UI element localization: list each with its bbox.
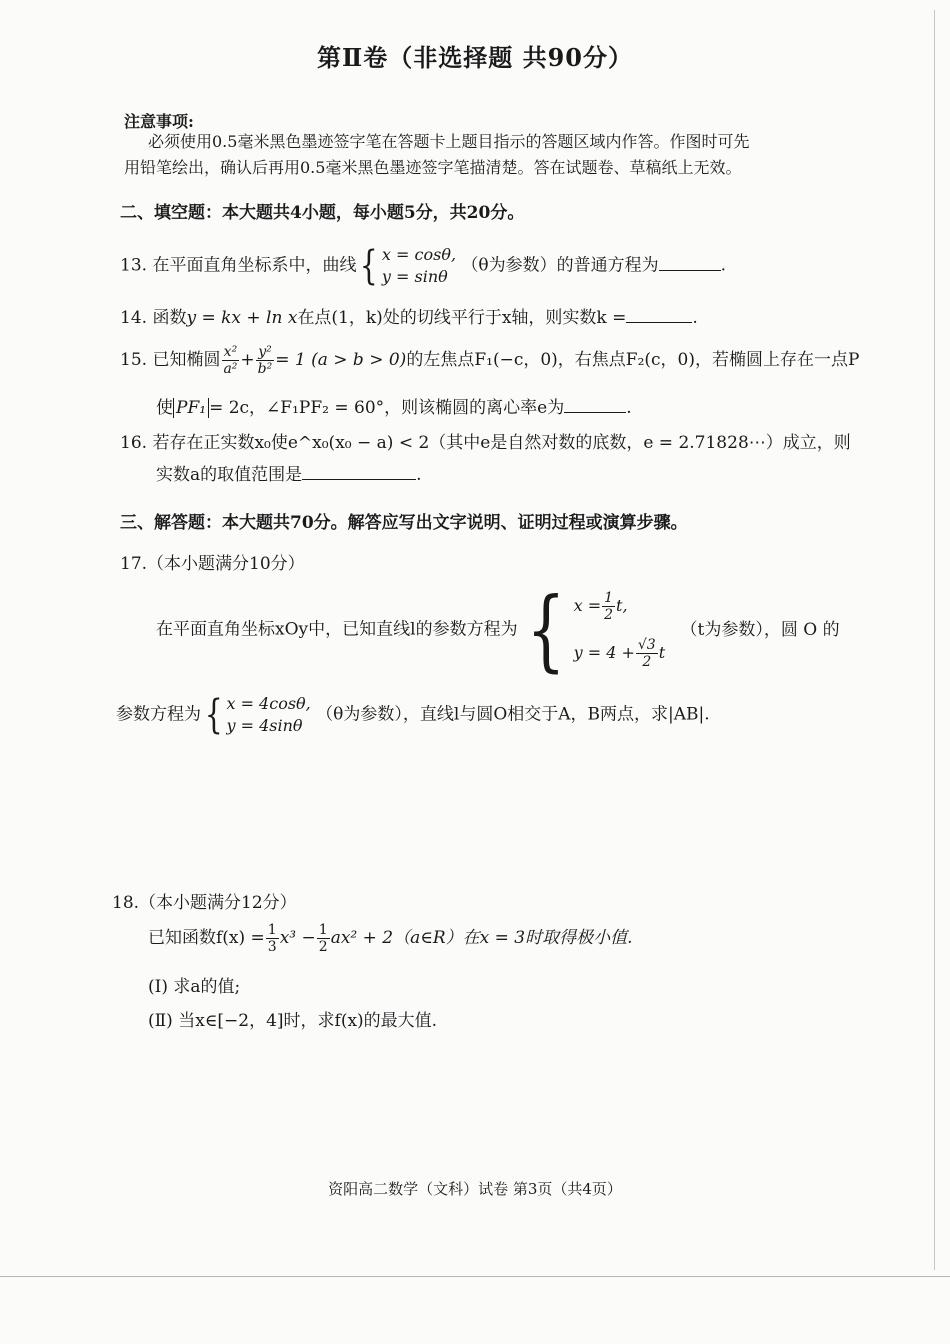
q17-y-frac-den: 2	[642, 654, 652, 670]
question-15-line-2	[156, 397, 632, 419]
q13-end: .	[720, 255, 727, 276]
q15-fraction-y-den: b²	[257, 361, 273, 377]
q17-prefix: 在平面直角坐标xOy中，已知直线l的参数方程为	[156, 619, 518, 640]
q17-system-gap	[574, 623, 666, 637]
q17-y-var: t	[658, 643, 666, 662]
q18-frac-2	[317, 922, 330, 955]
q18-label: 18.（本小题满分12分）	[112, 893, 297, 913]
q17-y-frac-num: √3	[637, 637, 656, 653]
notice-line-2: 用铅笔绘出，确认后再用0.5毫米黑色墨迹签字笔描清楚。答在试题卷、草稿纸上无效。	[124, 158, 742, 177]
q17-line2-suffix: （θ为参数），直线l与圆O相交于A，B两点，求|AB|.	[316, 704, 710, 725]
q17-brace: {	[525, 578, 566, 681]
q18-prefix: 已知函数f(x) =	[148, 928, 265, 948]
page-footer: 资阳高二数学（文科）试卷 第3页（共4页）	[328, 1180, 622, 1198]
q13-system	[382, 244, 456, 288]
q17-circle-eq-1: x = 4cosθ,	[226, 694, 311, 713]
q17-label: 17.（本小题满分10分）	[120, 554, 305, 574]
q15-abs: PF₁	[173, 398, 209, 418]
q15-prefix: 已知椭圆	[152, 350, 221, 370]
question-14	[120, 307, 698, 329]
q17-circle-brace: {	[204, 692, 223, 738]
q18-frac-1	[266, 922, 279, 955]
q13-eq-2: y = sinθ	[381, 267, 448, 286]
question-17	[156, 578, 840, 686]
q15-fraction-x	[221, 344, 239, 377]
q17-x-frac-num: 1	[604, 590, 614, 606]
q17-eq-x	[574, 590, 666, 623]
q15-plus: +	[240, 350, 255, 370]
section-3-heading: 三、解答题：本大题共70分。解答应写出文字说明、证明过程或演算步骤。	[120, 513, 688, 533]
q17-x-lhs: x =	[573, 596, 602, 615]
q17-x-var: t,	[616, 596, 628, 615]
q13-number: 13.	[120, 255, 148, 276]
question-16-line-2	[156, 464, 422, 486]
q13-answer-blank[interactable]	[659, 256, 721, 271]
q14-text-a: 函数	[152, 308, 187, 328]
q14-formula: y = kx + ln x	[186, 308, 298, 328]
q16-end: .	[416, 465, 422, 485]
q15-text: 的左焦点F₁(−c，0)，右焦点F₂(c，0)，若椭圆上存在一点P	[406, 350, 860, 370]
q17-line2-prefix: 参数方程为	[116, 704, 201, 725]
q13-brace: {	[360, 243, 379, 289]
q14-answer-blank[interactable]	[626, 308, 692, 323]
q14-text-b: 在点(1，k)处的切线平行于x轴，则实数k =	[297, 308, 627, 328]
page-title: 第Ⅱ卷（非选择题 共90分）	[317, 43, 633, 72]
q18-frac-2-num: 1	[318, 922, 328, 938]
q15-answer-blank[interactable]	[564, 398, 626, 413]
q16-answer-blank[interactable]	[302, 465, 416, 480]
q15-fraction-y-num: y²	[258, 344, 272, 360]
section-2-heading: 二、填空题：本大题共4小题，每小题5分，共20分。	[120, 203, 525, 223]
q14-number: 14.	[120, 308, 148, 328]
question-13	[120, 244, 726, 288]
q17-x-frac	[602, 590, 615, 623]
scan-bottom-border	[0, 1276, 950, 1277]
q17-circle-system	[226, 693, 310, 737]
q18-term-1: x³ −	[279, 928, 316, 948]
q15-line2-a: 使	[156, 398, 173, 418]
q17-y-frac	[636, 637, 658, 670]
notice-line-1: 必须使用0.5毫米黑色墨迹签字笔在答题卡上题目指示的答题区域内作答。作图时可先	[148, 132, 750, 151]
q18-frac-2-den: 2	[318, 939, 328, 955]
q15-end: .	[626, 398, 632, 418]
q18-frac-1-num: 1	[267, 922, 277, 938]
question-18	[148, 922, 633, 955]
scan-edge-line	[934, 10, 935, 1270]
question-17-line-2	[116, 693, 710, 737]
q16-line-2: 实数a的取值范围是	[156, 465, 303, 485]
question-15	[120, 344, 859, 377]
q16-number: 16.	[120, 433, 148, 453]
q15-line2-b: = 2c，∠F₁PF₂ = 60°，则该椭圆的离心率e为	[209, 398, 565, 418]
q16-line-1: 若存在正实数x₀使e^x₀(x₀ − a) < 2（其中e是自然对数的底数，e = 2.71828⋯）成立，则	[152, 433, 851, 453]
q17-eq-y	[574, 637, 666, 670]
q13-prefix: 在平面直角坐标系中，曲线	[152, 255, 357, 276]
q15-condition: = 1 (a > b > 0)	[275, 350, 407, 370]
q15-fraction-y	[256, 344, 275, 377]
q13-eq-1: x = cosθ,	[381, 245, 457, 264]
q18-part-1: (Ⅰ) 求a的值;	[148, 977, 241, 997]
q15-number: 15.	[120, 350, 148, 370]
q17-y-lhs: y = 4 +	[573, 643, 635, 662]
q17-system	[574, 590, 666, 670]
q17-x-frac-den: 2	[604, 607, 614, 623]
q13-suffix: （θ为参数）的普通方程为	[461, 255, 659, 276]
q14-end: .	[692, 308, 698, 328]
q18-term-2: ax² + 2（a∈R）在x = 3时取得极小值.	[330, 928, 633, 948]
q18-frac-1-den: 3	[267, 939, 277, 955]
notice-heading: 注意事项:	[124, 112, 194, 131]
q15-fraction-x-num: x²	[223, 344, 238, 360]
q17-suffix: （t为参数），圆 O 的	[680, 619, 840, 640]
question-16	[120, 432, 851, 454]
q18-part-2: (Ⅱ) 当x∈[−2，4]时，求f(x)的最大值.	[148, 1011, 438, 1031]
q17-circle-eq-2: y = 4sinθ	[226, 716, 303, 735]
q15-fraction-x-den: a²	[223, 361, 238, 377]
